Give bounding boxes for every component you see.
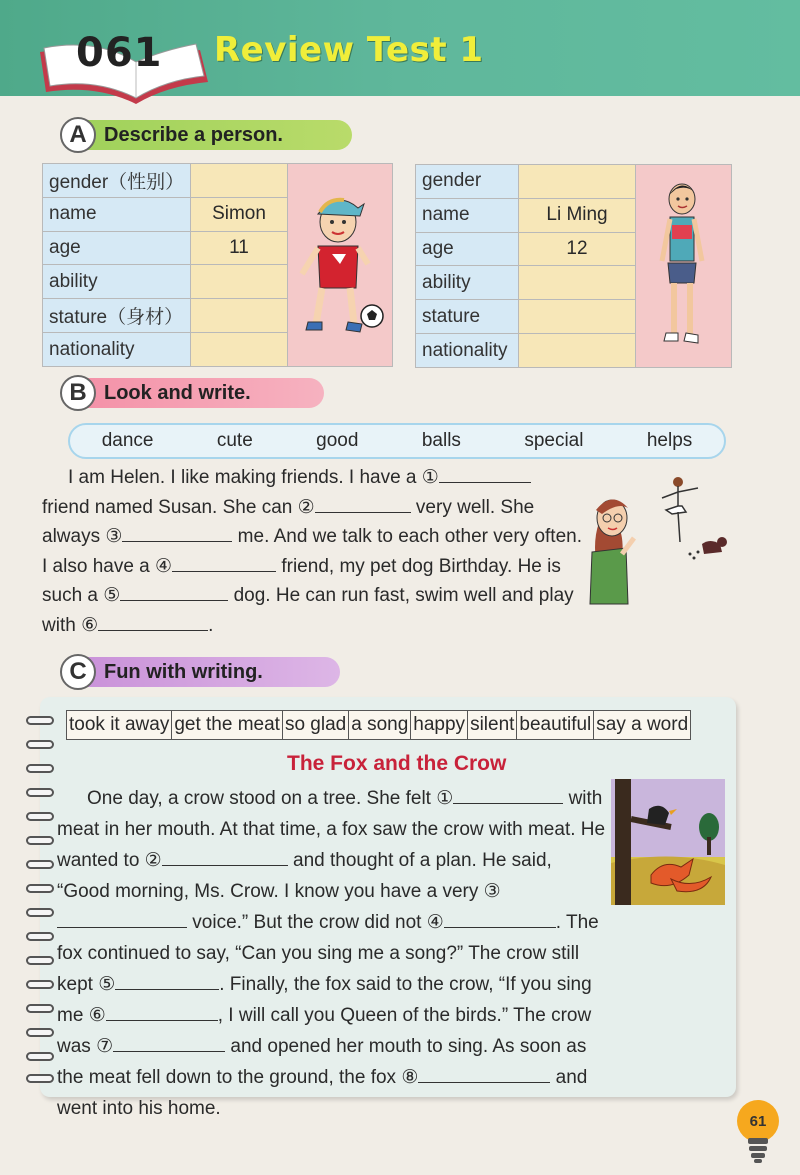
blank-number: ⑧ [401, 1067, 419, 1088]
phrase-bank-item: say a word [596, 714, 689, 735]
binder-ring [26, 716, 54, 725]
table-value[interactable]: Simon [191, 197, 288, 231]
phrase-bank-item: get the meat [172, 711, 283, 739]
binder-ring [26, 1052, 54, 1061]
section-a-title: Describe a person. [104, 123, 283, 146]
blank-number: ⑤ [98, 974, 116, 995]
binder-ring [26, 860, 54, 869]
binder-ring [26, 884, 54, 893]
table-value[interactable] [191, 333, 288, 367]
word-bank-item: cute [216, 430, 253, 451]
table-label: ability [43, 265, 191, 299]
phrase-bank-item: beautiful [517, 711, 594, 739]
word-bank [68, 423, 726, 459]
answer-blank[interactable] [106, 1003, 218, 1021]
answer-blank[interactable] [113, 1034, 225, 1052]
answer-blank[interactable] [439, 465, 531, 483]
blank-number: ① [436, 788, 454, 809]
answer-blank[interactable] [115, 972, 219, 990]
page-number: 61 [749, 1112, 767, 1130]
blank-number: ② [144, 850, 162, 871]
answer-blank[interactable] [418, 1065, 550, 1083]
blank-number: ④ [426, 912, 444, 933]
person-table-simon [42, 163, 393, 367]
table-label: ability [416, 266, 519, 300]
fox-and-crow-illustration [611, 779, 725, 905]
answer-blank[interactable] [162, 848, 288, 866]
phrase-bank-item: happy [411, 711, 468, 739]
paragraph-text: friend, my pet dog Birthday. He is such a [42, 555, 561, 607]
blank-number: ⑥ [81, 614, 99, 636]
answer-blank[interactable] [172, 554, 276, 572]
paragraph-text: and went into his home. [57, 1067, 588, 1119]
paragraph-text: I am Helen. I like making friends. I have a [68, 467, 422, 488]
section-a-header [62, 120, 352, 150]
section-c-title: Fun with writing. [104, 660, 263, 683]
binder-ring [26, 836, 54, 845]
answer-blank[interactable] [122, 524, 232, 542]
binder-ring [26, 1004, 54, 1013]
phrase-bank-item: so glad [283, 711, 349, 739]
person-table-li-ming [415, 164, 732, 368]
table-value[interactable] [519, 266, 636, 300]
paragraph-text: dog. He can run fast, swim well and play with [42, 585, 574, 636]
paragraph-text: and opened her mouth to sing. As soon as the meat fell down to the ground, the fox [57, 1036, 587, 1088]
table-value[interactable]: 11 [191, 231, 288, 265]
answer-blank[interactable] [453, 786, 563, 804]
paragraph-text: . [208, 614, 214, 636]
table-value[interactable] [191, 265, 288, 299]
word-bank-item: good [316, 430, 359, 451]
page-title: Review Test 1 [214, 30, 484, 70]
paragraph-text: with meat in her mouth. At that time, a fox saw the crow with meat. He wanted to [57, 788, 606, 871]
phrase-bank-item: a song [349, 711, 411, 739]
table-value[interactable] [519, 165, 636, 199]
unit-number: 061 [76, 30, 163, 76]
paragraph-text: me. And we talk to each other very often. I also have a [42, 526, 582, 577]
answer-blank[interactable] [57, 910, 187, 928]
table-value[interactable] [519, 334, 636, 368]
binder-ring [26, 1074, 54, 1083]
story-title: The Fox and the Crow [287, 752, 507, 775]
binder-ring [26, 764, 54, 773]
table-label: name [416, 198, 519, 232]
blank-number: ④ [155, 555, 173, 577]
binder-ring [26, 812, 54, 821]
table-label: stature [416, 300, 519, 334]
table-value[interactable] [519, 300, 636, 334]
lightbulb-base-icon [746, 1138, 770, 1164]
word-bank-item: helps [646, 430, 693, 451]
binder-ring [26, 788, 54, 797]
blank-number: ③ [105, 526, 123, 548]
phrase-bank [66, 710, 691, 740]
blank-number: ⑥ [88, 1005, 106, 1026]
page-number-lightbulb [737, 1100, 779, 1142]
word-bank-item: special [524, 430, 584, 451]
answer-blank[interactable] [315, 495, 411, 513]
binder-ring [26, 740, 54, 749]
table-value[interactable]: Li Ming [519, 198, 636, 232]
binder-ring [26, 980, 54, 989]
paragraph-text: and thought of a plan. He said, “Good morning, Ms. Crow. I know you have a very [57, 850, 552, 902]
binder-ring [26, 908, 54, 917]
table-label: nationality [416, 334, 519, 368]
table-label: age [43, 231, 191, 265]
section-a-letter: A [60, 117, 96, 153]
girl-and-dancer-illustration [582, 472, 742, 612]
paragraph-text: . Finally, the fox said to the crow, “If you sing me [57, 974, 592, 1026]
table-label: nationality [43, 333, 191, 367]
answer-blank[interactable] [444, 910, 556, 928]
section-c-letter: C [60, 654, 96, 690]
binder-ring [26, 1028, 54, 1037]
boy-standing-illustration [636, 165, 732, 368]
paragraph-text: . The fox continued to say, “Can you sing me a song?” The crow still kept [57, 912, 599, 995]
table-label: stature（身材） [43, 299, 191, 333]
paragraph-text: friend named Susan. She can [42, 496, 298, 518]
table-value[interactable] [191, 299, 288, 333]
paragraph-text: One day, a crow stood on a tree. She felt [87, 788, 437, 809]
table-label: gender [416, 165, 519, 199]
paragraph-text: very well. She always [42, 496, 535, 548]
table-value[interactable] [191, 164, 288, 198]
section-b-header [62, 378, 324, 408]
paragraph-text: , I will call you Queen of the birds.” The crow was [57, 1005, 592, 1057]
paragraph-text: voice.” But the crow did not [187, 912, 427, 933]
blank-number: ⑤ [103, 585, 121, 607]
blank-number: ⑦ [96, 1036, 114, 1057]
section-b-title: Look and write. [104, 381, 251, 404]
table-value[interactable]: 12 [519, 232, 636, 266]
word-bank-item: balls [421, 430, 461, 451]
phrase-bank-item: took it away [67, 711, 172, 739]
word-bank-item: dance [101, 430, 154, 451]
table-label: age [416, 232, 519, 266]
binder-ring [26, 932, 54, 941]
table-label: gender（性别） [43, 164, 191, 198]
blank-number: ② [297, 496, 315, 518]
section-b-letter: B [60, 375, 96, 411]
blank-number: ③ [483, 881, 501, 902]
binder-ring [26, 956, 54, 965]
section-c-header [62, 657, 340, 687]
helen-paragraph [42, 463, 582, 641]
answer-blank[interactable] [120, 583, 228, 601]
boy-soccer-illustration [288, 164, 393, 367]
fox-crow-paragraph [57, 783, 609, 1124]
answer-blank[interactable] [98, 613, 208, 631]
blank-number: ① [421, 467, 439, 488]
phrase-bank-item: silent [468, 711, 517, 739]
table-label: name [43, 197, 191, 231]
